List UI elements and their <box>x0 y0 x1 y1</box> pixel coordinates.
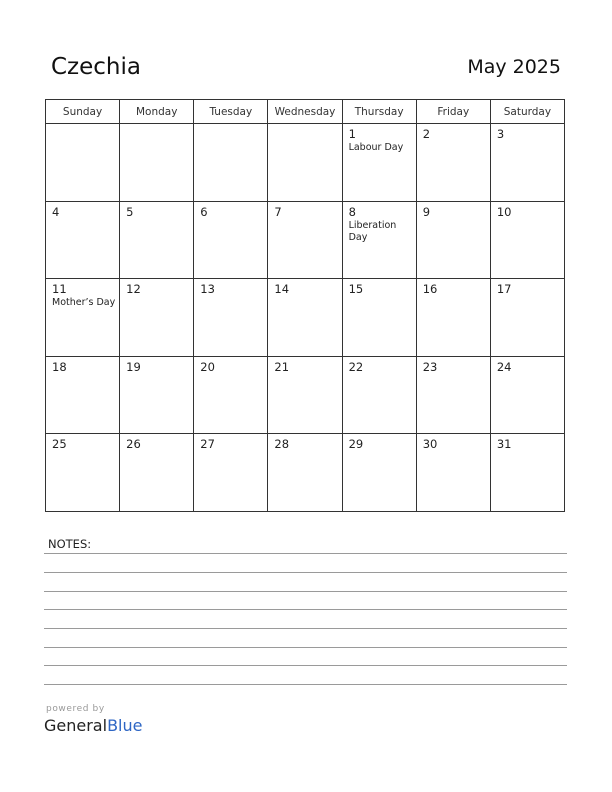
day-number: 17 <box>496 282 512 297</box>
weekday-header: Friday <box>417 100 491 124</box>
day-number: 30 <box>422 437 438 452</box>
day-cell <box>417 434 491 512</box>
day-cell <box>417 202 491 280</box>
day-number: 27 <box>200 437 215 452</box>
day-cell <box>194 124 268 202</box>
day-cell <box>343 357 417 435</box>
weekday-header: Thursday <box>343 100 417 124</box>
day-cell <box>491 202 565 280</box>
day-cell <box>268 279 342 357</box>
day-number: 7 <box>274 204 282 219</box>
day-cell <box>120 124 194 202</box>
notes-line <box>44 647 567 648</box>
notes-line <box>44 684 567 685</box>
day-cell <box>46 357 120 435</box>
day-cell <box>417 357 491 435</box>
day-cell <box>268 434 342 512</box>
day-cell <box>46 434 120 512</box>
day-number: 15 <box>348 282 364 297</box>
day-number: 22 <box>348 359 364 374</box>
day-cell <box>343 124 417 202</box>
day-cell <box>268 202 342 280</box>
day-cell <box>46 202 120 280</box>
day-cell <box>120 279 194 357</box>
day-number: 19 <box>126 359 141 374</box>
brand-general: General <box>44 716 108 735</box>
day-number: 21 <box>274 359 290 374</box>
notes-label: NOTES: <box>48 537 92 551</box>
powered-by-text: powered by <box>46 704 105 714</box>
week-row <box>46 202 565 280</box>
notes-line <box>44 665 567 666</box>
weekday-header: Tuesday <box>194 100 268 124</box>
day-number: 4 <box>52 204 60 219</box>
day-number: 2 <box>422 127 431 141</box>
notes-line <box>44 553 567 554</box>
day-number: 23 <box>422 359 438 374</box>
brand-blue: Blue <box>107 716 143 735</box>
day-cell <box>343 279 417 357</box>
day-cell <box>491 357 565 435</box>
notes-line <box>44 591 567 592</box>
day-cell <box>194 357 268 435</box>
page-title-month: May 2025 <box>467 56 561 78</box>
day-number: 20 <box>200 359 215 374</box>
weekday-header: Wednesday <box>268 100 342 124</box>
calendar-grid <box>45 99 565 512</box>
day-number: 24 <box>496 359 512 374</box>
week-row <box>46 279 565 357</box>
day-number: 3 <box>496 127 505 141</box>
day-cell <box>194 279 268 357</box>
day-cell <box>268 357 342 435</box>
day-cell <box>491 124 565 202</box>
week-row <box>46 434 565 512</box>
day-number: 10 <box>496 204 512 219</box>
day-cell <box>46 124 120 202</box>
day-cell <box>491 279 565 357</box>
day-cell <box>268 124 342 202</box>
day-number: 14 <box>274 282 290 297</box>
day-number: 26 <box>126 437 141 452</box>
brand-logo <box>44 716 142 735</box>
day-cell <box>46 279 120 357</box>
week-row <box>46 124 565 202</box>
day-cell <box>194 202 268 280</box>
day-number: 11 <box>52 282 67 297</box>
day-number: 31 <box>496 437 512 452</box>
day-number: 8 <box>348 204 356 219</box>
holiday-label: Mother’s Day <box>52 297 116 309</box>
day-number: 1 <box>348 127 356 141</box>
day-number: 5 <box>126 204 134 219</box>
day-number: 9 <box>422 204 431 219</box>
weekday-header-row <box>46 100 565 124</box>
day-number: 18 <box>52 359 67 374</box>
notes-line <box>44 572 567 573</box>
day-number: 13 <box>200 282 215 297</box>
day-cell <box>343 202 417 280</box>
day-number: 12 <box>126 282 141 297</box>
day-cell <box>343 434 417 512</box>
day-number: 16 <box>422 282 438 297</box>
day-number: 28 <box>274 437 290 452</box>
week-row <box>46 357 565 435</box>
weekday-header: Monday <box>120 100 194 124</box>
holiday-label: Liberation Day <box>348 219 397 243</box>
weekday-header: Sunday <box>46 100 120 124</box>
day-number: 6 <box>200 204 208 219</box>
day-cell <box>417 124 491 202</box>
day-number: 29 <box>348 437 364 452</box>
page-title-country: Czechia <box>51 54 141 80</box>
notes-line <box>44 609 567 610</box>
holiday-label: Labour Day <box>348 142 404 153</box>
day-number: 25 <box>52 437 67 452</box>
day-cell <box>120 202 194 280</box>
day-cell <box>417 279 491 357</box>
weekday-header: Saturday <box>491 100 565 124</box>
day-cell <box>194 434 268 512</box>
day-cell <box>120 434 194 512</box>
day-cell <box>491 434 565 512</box>
notes-line <box>44 628 567 629</box>
day-cell <box>120 357 194 435</box>
